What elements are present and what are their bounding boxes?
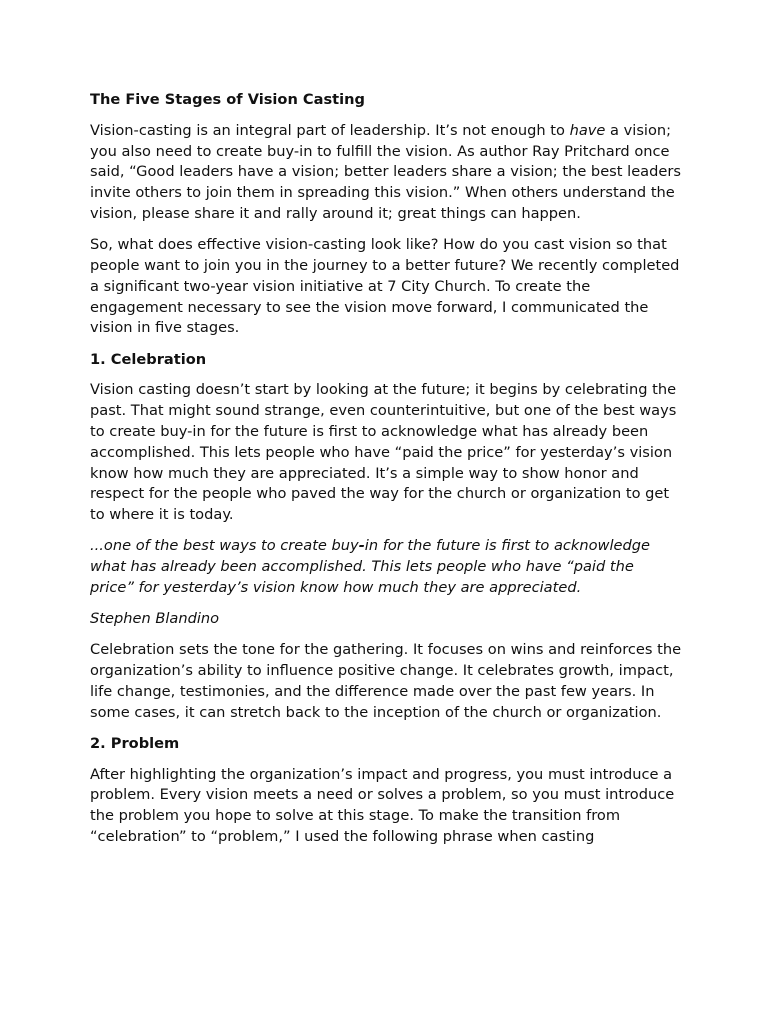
quote-text-end: in for the future is first to acknowledge what has already been accomplished. This lets people who have “paid the price” for yesterday’s vision know how much they are appreciated. [90, 537, 651, 596]
intro-text-start: Vision-casting is an integral part of leadership. It’s not enough to [90, 121, 570, 139]
document-page [90, 90, 682, 858]
quote-hyphen: - [358, 537, 365, 555]
section-heading-problem: 2. Problem [90, 734, 180, 752]
intro-paragraph [90, 121, 682, 225]
second-paragraph: So, what does effective vision-casting look like? How do you cast vision so that people want to join you in the journey to a better future? We recently completed a significant two-year vision initiative at 7 City Church. To create the engagement necessary to see the vision move forward, I communicated the vision in five stages. [90, 236, 680, 337]
quote-attribution: Stephen Blandino [90, 610, 220, 628]
intro-emphasis: have [569, 121, 606, 139]
document-title: The Five Stages of Vision Casting [90, 91, 365, 108]
celebration-paragraph: Vision casting doesn’t start by looking at the future; it begins by celebrating the past. That might sound strange, even counterintuitive, but one of the best ways to create buy-in for the future is first to acknowledge what has already been accomplished. This lets people who have “paid the price” for yesterday’s vision know how much they are appreciated. It’s a simple way to show honor and respect for the people who paved the way for the church or organization to get to where it is today. [90, 381, 677, 524]
problem-paragraph: After highlighting the organization’s impact and progress, you must introduce a problem. Every vision meets a need or solves a problem, so you must introduce the problem you hope to solve at this stage. To make the transition from “celebration” to “problem,” I used the following phrase when casting [90, 765, 675, 846]
section-heading-celebration: 1. Celebration [90, 350, 207, 368]
celebration-paragraph-2: Celebration sets the tone for the gathering. It focuses on wins and reinforces the organization’s ability to influence positive change. It celebrates growth, impact, life change, testimonies, and the difference made over the past few years. In some cases, it can stretch back to the inception of the church or organization. [90, 641, 682, 721]
pull-quote [90, 536, 682, 598]
quote-text-start: ...one of the best ways to create buy [90, 537, 359, 555]
intro-text-end: a vision; you also need to create buy-in to fulfill the vision. As author Ray Pritchard once said, “Good leaders have a vision; better leaders share a vision; the best leaders invite others to join them in spreading this vision.” When others understand the vision, please share it and rally around it; great things can happen. [90, 121, 681, 222]
